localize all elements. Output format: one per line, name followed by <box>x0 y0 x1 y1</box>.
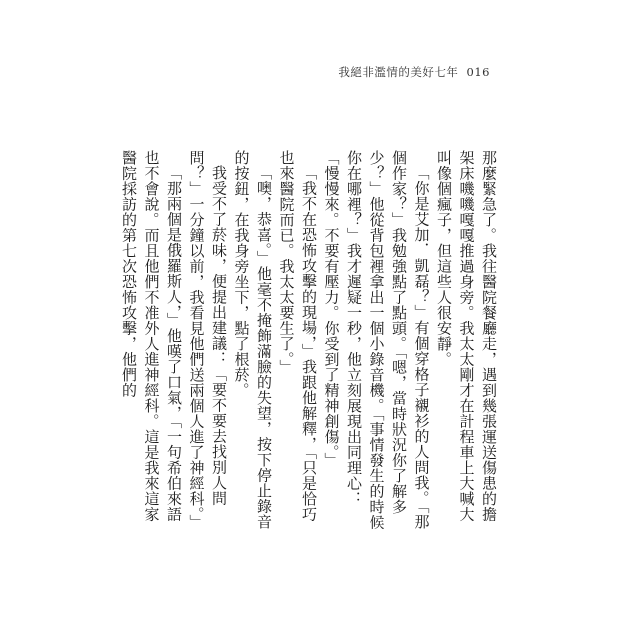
body-text <box>120 150 500 530</box>
book-title: 我絕非濫情的美好七年 <box>338 65 459 79</box>
paragraph: 那麼緊急了。我往醫院餐廳走，遇到幾張運送傷患的擔架床嘰嘰嘎嘎推過身旁。我太太剛才在計程車上大喊大叫像個瘋子，但這些人很安靜。 <box>435 150 498 522</box>
running-header <box>338 64 490 80</box>
paragraph: 「你是艾加．凱磊？」有個穿格子襯衫的人問我。「那個作家？」我勉強點了點頭。「嗯，當時狀況你了解多少？」他從背包裡拿出一個小錄音機。「事情發生的時候你在哪裡？」我才遲疑一秒，他立刻展現出同理心：「慢慢來。不要有壓力。你受到了精神創傷。」 <box>322 150 431 530</box>
paragraph: 「我不在恐怖攻擊的現場，」我跟他解釋，「只是恰巧也來醫院而已。我太太要生了。」 <box>277 150 318 522</box>
paragraph: 我受不了菸味，便提出建議：「要不要去找別人問問？」一分鐘以前，我看見他們送兩個人進了神經科。」 <box>187 150 228 530</box>
paragraph: 「那兩個是俄羅斯人，」他嘆了口氣，「一句希伯來語也不會說。而且他們不准外人進神經科。這是我來這家醫院採訪的第七次恐怖攻擊，他們的 <box>120 150 183 522</box>
page-number: 016 <box>466 65 490 79</box>
paragraph: 「噢，恭喜。」他毫不掩飾滿臉的失望，按下停止錄音的按鈕，在我身旁坐下，點了根菸。 <box>232 150 273 530</box>
